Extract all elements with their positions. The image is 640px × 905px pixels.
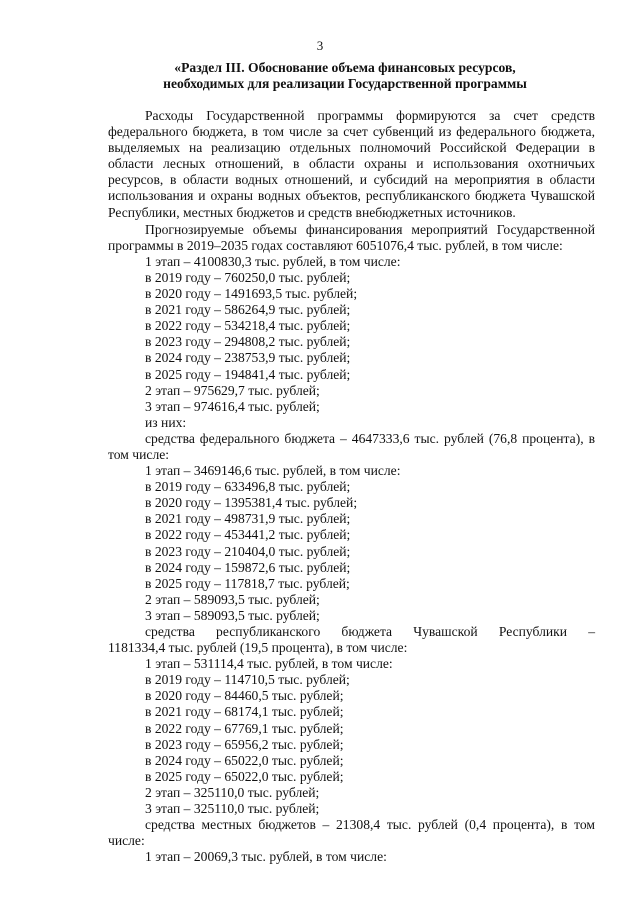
list-item: 1 этап – 3469146,6 тыс. рублей, в том числе:	[145, 463, 401, 479]
section-title-line-1: «Раздел III. Обоснование объема финансовых ресурсов,	[174, 60, 516, 75]
list-item: 2 этап – 975629,7 тыс. рублей;	[145, 382, 320, 398]
federal-budget-paragraph: средства федерального бюджета – 4647333,6 тыс. рублей (76,8 процента), в том числе:	[108, 430, 595, 462]
page-number: 3	[316, 38, 324, 53]
list-item: в 2019 году – 114710,5 тыс. рублей;	[145, 672, 350, 688]
list-item: в 2023 году – 65956,2 тыс. рублей;	[145, 736, 344, 752]
list-item: в 2020 году – 84460,5 тыс. рублей;	[145, 688, 344, 704]
republic-budget-paragraph-line-1: средства республиканского бюджета Чувашской Республики –	[145, 624, 595, 639]
republic-budget-paragraph-line-2: 1181334,4 тыс. рублей (19,5 процента), в том числе:	[108, 640, 408, 656]
republic-funding-list	[108, 656, 595, 817]
list-item: в 2025 году – 117818,7 тыс. рублей;	[145, 575, 350, 591]
list-item: 1 этап – 20069,3 тыс. рублей, в том числе:	[145, 849, 387, 865]
federal-funding-list	[108, 463, 595, 624]
list-item: в 2020 году – 1491693,5 тыс. рублей;	[145, 286, 358, 302]
local-funding-list	[108, 849, 595, 865]
list-item: в 2022 году – 534218,4 тыс. рублей;	[145, 318, 351, 334]
list-item: в 2025 году – 194841,4 тыс. рублей;	[145, 366, 351, 382]
list-item: в 2022 году – 67769,1 тыс. рублей;	[145, 720, 344, 736]
list-item: в 2024 году – 159872,6 тыс. рублей;	[145, 559, 351, 575]
list-item: в 2023 году – 294808,2 тыс. рублей;	[145, 334, 351, 350]
list-item: в 2021 году – 586264,9 тыс. рублей;	[145, 302, 351, 318]
list-item: 1 этап – 531114,4 тыс. рублей, в том числе:	[145, 656, 393, 672]
list-item: в 2021 году – 68174,1 тыс. рублей;	[145, 704, 344, 720]
list-item: 3 этап – 589093,5 тыс. рублей;	[145, 607, 320, 623]
list-item: 1 этап – 4100830,3 тыс. рублей, в том числе:	[145, 253, 401, 269]
document-body	[108, 108, 595, 865]
local-budget-paragraph: средства местных бюджетов – 21308,4 тыс. рублей (0,4 процента), в том числе:	[108, 817, 595, 849]
forecast-paragraph: Прогнозируемые объемы финансирования мероприятий Государственной программы в 2019–2035 годах составляют 6051076,4 тыс. рублей, в том числе:	[108, 221, 595, 253]
list-item: из них:	[145, 414, 187, 430]
list-item: 3 этап – 974616,4 тыс. рублей;	[145, 398, 320, 414]
list-item: в 2024 году – 238753,9 тыс. рублей;	[145, 350, 351, 366]
list-item: в 2022 году – 453441,2 тыс. рублей;	[145, 527, 351, 543]
list-item: 2 этап – 589093,5 тыс. рублей;	[145, 591, 320, 607]
list-item: 2 этап – 325110,0 тыс. рублей;	[145, 784, 320, 800]
section-title-line-2: необходимых для реализации Государственной программы	[163, 76, 527, 91]
list-item: 3 этап – 325110,0 тыс. рублей;	[145, 801, 320, 817]
list-item: в 2025 году – 65022,0 тыс. рублей;	[145, 768, 344, 784]
list-item: в 2019 году – 760250,0 тыс. рублей;	[145, 269, 351, 285]
list-item: в 2020 году – 1395381,4 тыс. рублей;	[145, 495, 358, 511]
list-item: в 2019 году – 633496,8 тыс. рублей;	[145, 479, 351, 495]
total-funding-list	[108, 254, 595, 431]
list-item: в 2023 году – 210404,0 тыс. рублей;	[145, 543, 351, 559]
list-item: в 2021 году – 498731,9 тыс. рублей;	[145, 511, 351, 527]
list-item: в 2024 году – 65022,0 тыс. рублей;	[145, 752, 344, 768]
section-title	[100, 60, 590, 92]
intro-paragraph: Расходы Государственной программы формируются за счет средств федерального бюджета, в том числе за счет субвенций из федерального бюджета, выделяемых на реализацию отдельных полномочий Российской Федерации в области лесных отношений, в области охраны и использования охотничьих ресурсов, в области водных отношений, и субсидий на мероприятия в области использования и охраны водных объектов, республиканского бюджета Чувашской Республики, местных бюджетов и средств внебюджетных источников.	[108, 108, 595, 220]
